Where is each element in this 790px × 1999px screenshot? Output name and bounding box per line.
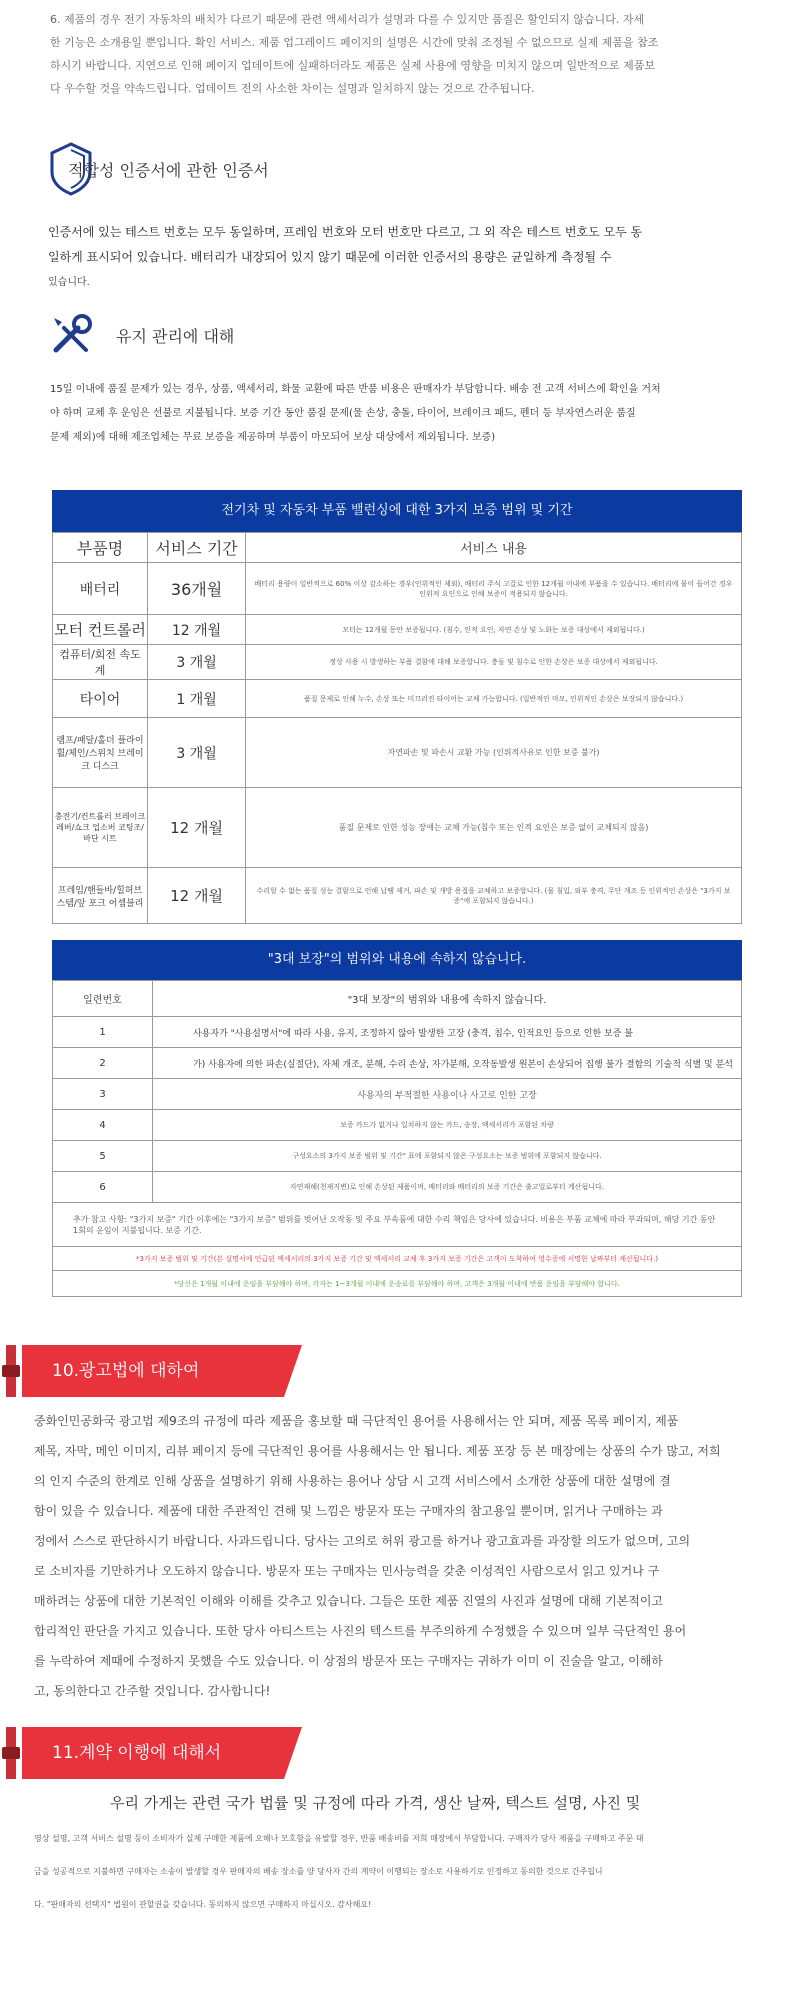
warranty-content: 수리할 수 없는 품질 성능 결함으로 인해 납땜 제거, 파손 및 개방 용접을 교체하고 보증합니다. (물 침입, 외부 충격, 무단 개조 등 인위적인 손상은 "3가지 보증"에 포함되지 않습니다.)	[246, 868, 742, 924]
cert-line: 인증서에 있는 테스트 번호는 모두 동일하며, 프레임 번호와 모터 번호만 다르고, 그 외 작은 테스트 번호도 모두 동	[48, 225, 643, 239]
warranty-content: 자연파손 및 파손시 교환 가능 (인위적사유로 인한 보증 불가)	[246, 718, 742, 788]
advertising-title: 10.광고법에 대하여	[52, 1361, 200, 1381]
scroll-pole-icon	[0, 1727, 22, 1779]
advertising-line: 고, 동의한다고 간주할 것입니다. 감사합니다!	[34, 1684, 271, 1698]
exclusions-table	[52, 940, 742, 1297]
header-desc: "3대 보장"의 범위와 내용에 속하지 않습니다.	[153, 981, 742, 1017]
intro-paragraph	[50, 8, 740, 100]
cert-heading	[48, 142, 269, 196]
advertising-line: 정에서 스스로 판단하시기 바랍니다. 사과드립니다. 당사는 고의로 허위 광고를 하거나 광고효과를 과장할 의도가 없으며, 고의	[34, 1534, 691, 1548]
exclusion-row	[53, 1048, 742, 1079]
warranty-part: 배터리	[53, 563, 148, 615]
warranty-part: 모터 컨트롤러	[53, 615, 148, 645]
exclusion-row	[53, 1110, 742, 1141]
warranty-period: 12 개월	[148, 788, 246, 868]
warranty-content: 모터는 12개월 동안 보증됩니다. (침수, 인적 요인, 자연 손상 및 노화는 보증 대상에서 제외됩니다.)	[246, 615, 742, 645]
exclusion-number: 5	[53, 1141, 153, 1172]
exclusion-number: 3	[53, 1079, 153, 1110]
exclusion-desc: 자연재해(천재지변)로 인해 손상된 제품이며, 배터리와 배터리의 보증 기간은 출고일로부터 계산됩니다.	[153, 1172, 742, 1203]
warranty-row	[53, 680, 742, 718]
warranty-part: 컴퓨터/회전 속도계	[53, 645, 148, 680]
exclusion-row	[53, 1172, 742, 1203]
warranty-content: 품질 문제로 인한 성능 장애는 교체 가능(침수 또는 인적 요인은 보증 없이 교체되지 않음)	[246, 788, 742, 868]
warranty-content: 정상 사용 시 발생하는 부품 결함에 대해 보증합니다. 충돌 및 침수로 인한 손상은 보증 대상에서 제외됩니다.	[246, 645, 742, 680]
cert-line: 있습니다.	[48, 277, 90, 288]
maintenance-title: 유지 관리에 대해	[116, 326, 235, 346]
warranty-header-row	[53, 533, 742, 563]
warranty-table	[52, 490, 742, 924]
exclusion-note-row	[53, 1247, 742, 1271]
intro-line: 6. 제품의 경우 전기 자동차의 배치가 다르기 때문에 관련 액세서리가 설명과 다를 수 있지만 품질은 할인되지 않습니다. 자세	[50, 13, 645, 26]
intro-line: 하시기 바랍니다. 지연으로 인해 페이지 업데이트에 실패하더라도 제품은 실제 사용에 영향을 미치지 않으며 일반적으로 제품보	[50, 59, 655, 72]
maintenance-paragraph	[50, 378, 740, 450]
advertising-banner	[0, 1345, 310, 1397]
advertising-line: 제목, 자막, 메인 이미지, 리뷰 페이지 등에 극단적인 용어를 사용해서는 안 됩니다. 제품 포장 등 본 매장에는 상품의 수가 많고, 저희	[34, 1444, 721, 1458]
advertising-paragraph	[34, 1406, 754, 1706]
wrench-screwdriver-icon	[48, 312, 94, 358]
exclusion-desc: 사용자의 부적절한 사용이나 사고로 인한 고장	[153, 1079, 742, 1110]
contract-line: 영상 설명, 고객 서비스 설명 등이 소비자가 실제 구매한 제품에 오해나 모호함을 유발할 경우, 반품 배송비를 저희 매장에서 부담합니다. 구매자가 당사 제품을 구매하고 주문 대	[34, 1834, 644, 1843]
exclusion-desc: 보증 카드가 없거나 일치하지 않는 카드, 송장, 액세서리가 포함된 차량	[153, 1110, 742, 1141]
exclusion-note: *당신은 1개월 이내에 운임을 부담해야 하며, 각자는 1~3개월 이내에 운송료를 부담해야 하며, 고객은 3개월 이내에 반품 운임을 부담해야 합니다.	[53, 1271, 742, 1297]
exclusions-grid	[52, 980, 742, 1297]
maintenance-line: 야 하며 교체 후 운임은 선불로 지불됩니다. 보증 기간 동안 품질 문제(물 손상, 충돌, 타이어, 브레이크 패드, 펜더 등 부자연스러운 품질	[50, 408, 636, 419]
advertising-line: 를 누락하여 제때에 수정하지 못했을 수도 있습니다. 이 상점의 방문자 또는 구매자는 귀하가 이미 이 진술을 알고, 이해하	[34, 1654, 663, 1668]
warranty-part: 충전기/컨트롤러 브레이크 레버/쇼크 업소버 코팅조/바단 시트	[53, 788, 148, 868]
exclusion-number: 6	[53, 1172, 153, 1203]
warranty-period: 3 개월	[148, 718, 246, 788]
header-number: 일련번호	[53, 981, 153, 1017]
cert-paragraph	[48, 220, 738, 295]
intro-line: 한 기능은 소개용일 뿐입니다. 확인 서비스. 제품 업그레이드 페이지의 설명은 시간에 맞춰 조정될 수 없으므로 실제 제품을 참조	[50, 36, 659, 49]
warranty-row	[53, 563, 742, 615]
exclusion-note-row	[53, 1203, 742, 1247]
warranty-period: 12 개월	[148, 615, 246, 645]
maintenance-line: 15일 이내에 품질 문제가 있는 경우, 상품, 액세서리, 화물 교환에 따른 반품 비용은 판매자가 부담합니다. 배송 전 고객 서비스에 확인을 거쳐	[50, 384, 661, 395]
exclusions-table-title: "3대 보장"의 범위와 내용에 속하지 않습니다.	[52, 940, 742, 980]
exclusion-note: *3가지 보증 범위 및 기간(본 설명서에 언급된 액세서리의 3가지 보증 기간 및 액세서리 교체 후 3가지 보증 기간은 고객이 도착하여 영수증에 서명한 날짜부터 계산됩니다.)	[53, 1247, 742, 1271]
exclusion-desc: 구성요소의 3가지 보증 범위 및 기간" 표에 포함되지 않은 구성요소는 보증 범위에 포함되지 않습니다.	[153, 1141, 742, 1172]
advertising-line: 로 소비자를 기만하거나 오도하지 않습니다. 방문자 또는 구매자는 민사능력을 갖춘 이성적인 사람으로서 읽고 있거나 구	[34, 1564, 660, 1578]
warranty-row	[53, 645, 742, 680]
exclusion-note: 추가 참고 사항: "3가지 보증" 기간 이후에는 "3가지 보증" 범위를 벗어난 오작동 및 주요 부속품에 대한 수리 책임은 당사에 있습니다. 비용은 부품 교체에 따라 부과되며, 해당 기간 동안 1회의 운임이 지불됩니다. 보증 기간.	[53, 1203, 742, 1247]
warranty-part: 프레임/핸들바/힐허브 스템/앞 포크 어셈블리	[53, 868, 148, 924]
cert-title: 적합성 인증서에 관한 인증서	[68, 160, 269, 180]
advertising-line: 매하려는 상품에 대한 기본적인 이해와 이해를 갖추고 있습니다. 그들은 또한 제품 진열의 사진과 설명에 대해 기본적이고	[34, 1594, 664, 1608]
warranty-part: 타이어	[53, 680, 148, 718]
exclusion-row	[53, 1079, 742, 1110]
warranty-part: 램프/패달/홀더 플라이휠/체인/스위치 브레이크 디스크	[53, 718, 148, 788]
exclusion-row	[53, 1141, 742, 1172]
intro-line: 다 우수할 것을 약속드립니다. 업데이트 전의 사소한 차이는 설명과 일치하지 않는 것으로 간주됩니다.	[50, 82, 535, 95]
warranty-content: 품질 문제로 인해 누수, 손상 또는 미끄러진 타이어는 교체 가능합니다. (일반적인 마모, 인위적인 손상은 보장되지 않습니다.)	[246, 680, 742, 718]
exclusion-desc: 사용자가 "사용설명서"에 따라 사용, 유지, 조정하지 않아 발생한 고장 (충격, 침수, 인적요인 등으로 인한 보증 불	[153, 1017, 742, 1048]
contract-banner	[0, 1727, 310, 1779]
advertising-line: 의 인지 수준의 한계로 인해 상품을 설명하기 위해 사용하는 용어나 상담 시 고객 서비스에서 소개한 상품에 대한 설명에 결	[34, 1474, 671, 1488]
contract-paragraph	[34, 1822, 754, 1921]
maintenance-heading	[48, 312, 234, 358]
exclusion-row	[53, 1017, 742, 1048]
exclusions-header-row	[53, 981, 742, 1017]
warranty-grid	[52, 532, 742, 924]
warranty-period: 3 개월	[148, 645, 246, 680]
warranty-period: 36개월	[148, 563, 246, 615]
warranty-row	[53, 868, 742, 924]
advertising-line: 합리적인 판단을 가지고 있습니다. 또한 당사 아티스트는 사진의 텍스트를 부주의하게 수정했을 수 있으며 일부 극단적인 용어	[34, 1624, 687, 1638]
exclusion-number: 2	[53, 1048, 153, 1079]
warranty-row	[53, 788, 742, 868]
warranty-period: 1 개월	[148, 680, 246, 718]
exclusion-number: 4	[53, 1110, 153, 1141]
advertising-line: 함이 있을 수 있습니다. 제품에 대한 주관적인 견해 및 느낌은 방문자 또는 구매자의 참고용일 뿐이며, 읽거나 구매하는 과	[34, 1504, 663, 1518]
exclusion-desc: 가) 사용자에 의한 파손(실절단), 자체 개조, 분해, 수리 손상, 자가분해, 오작동발생 원본이 손상되어 집행 불가 결함의 기술적 식별 및 분석	[153, 1048, 742, 1079]
maintenance-line: 문제 제외)에 대해 제조업체는 무료 보증을 제공하며 부품이 마모되어 보상 대상에서 제외됩니다. 보증)	[50, 432, 496, 443]
warranty-row	[53, 718, 742, 788]
header-period: 서비스 기간	[148, 533, 246, 563]
warranty-row	[53, 615, 742, 645]
warranty-period: 12 개월	[148, 868, 246, 924]
exclusion-number: 1	[53, 1017, 153, 1048]
contract-title: 11.계약 이행에 대해서	[52, 1743, 222, 1763]
exclusion-note-row	[53, 1271, 742, 1297]
scroll-pole-icon	[0, 1345, 22, 1397]
advertising-line: 중화인민공화국 광고법 제9조의 규정에 따라 제품을 홍보할 때 극단적인 용어를 사용해서는 안 되며, 제품 목록 페이지, 제품	[34, 1414, 679, 1428]
warranty-content: 배터리 용량이 일반적으로 60% 이상 감소하는 경우(인위적인 제외), 배터리 주식 고갈로 인한 12개월 이내에 부품을 수 있습니다. 배터리에 물이 들어간 경우 인위적 요인으로 인해 보증이 적용되지 않습니다.	[246, 563, 742, 615]
header-content: 서비스 내용	[246, 533, 742, 563]
contract-line: 금을 성공적으로 지불하면 구매자는 소송이 발생할 경우 판매자의 배송 장소를 양 당사자 간의 계약이 이행되는 장소로 사용하기로 인정하고 동의한 것으로 간주됩니	[34, 1867, 603, 1876]
contract-line: 다. "판매자의 선택지" 법원이 관할권을 갖습니다. 동의하지 않으면 구매하지 마십시오. 감사해요!	[34, 1900, 372, 1909]
header-part: 부품명	[53, 533, 148, 563]
contract-lead: 우리 가게는 관련 국가 법률 및 규정에 따라 가격, 생산 날짜, 텍스트 설명, 사진 및	[110, 1794, 641, 1812]
cert-line: 일하게 표시되어 있습니다. 배터리가 내장되어 있지 않기 때문에 이러한 인증서의 용량은 균일하게 측정될 수	[48, 250, 612, 264]
warranty-table-title: 전기차 및 자동차 부품 밸런싱에 대한 3가지 보증 범위 및 기간	[52, 490, 742, 532]
